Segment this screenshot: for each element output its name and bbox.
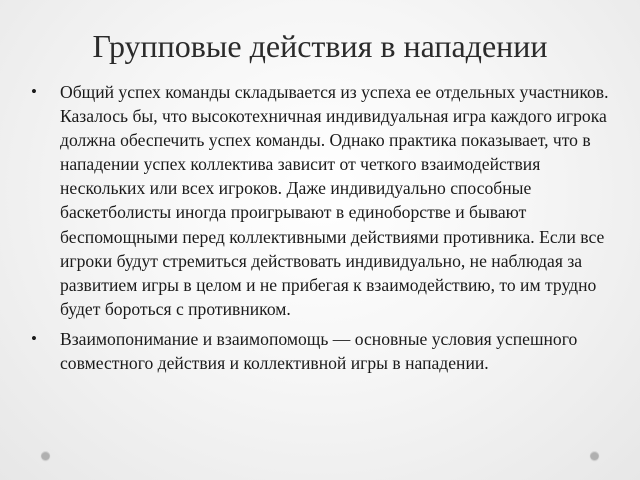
bullet-item (30, 80, 610, 321)
slide-title: Групповые действия в нападении (92, 28, 548, 64)
nav-dot-left-icon[interactable] (41, 451, 50, 460)
bullet-item (30, 327, 610, 375)
bullet-icon: • (31, 328, 37, 348)
bullet-text: Взаимопонимание и взаимопомощь — основные условия успешного совместного действия и коллективной игры в нападении. (60, 328, 578, 374)
bullet-icon: • (31, 82, 37, 101)
nav-dot-right-icon[interactable] (590, 451, 599, 460)
bullet-text: Общий успех команды складывается из успеха ее отдельных участников. Казалось бы, что высокотехничная индивидуальная игра каждого игрока должна обеспечить успех команды. Однако практика показывает, что в нападении успех коллектива зависит от четкого взаимодействия нескольких или всех игроков. Даже индивидуально способные баскетболисты иногда проигрывают в единоборстве и бывают беспомощными перед коллективными действиями противника. Если все игроки будут стремиться действовать индивидуально, не наблюдая за развитием игры в целом и не прибегая к взаимодействию, то им трудно будет бороться с противником. (60, 82, 609, 319)
slide-content (30, 80, 610, 381)
